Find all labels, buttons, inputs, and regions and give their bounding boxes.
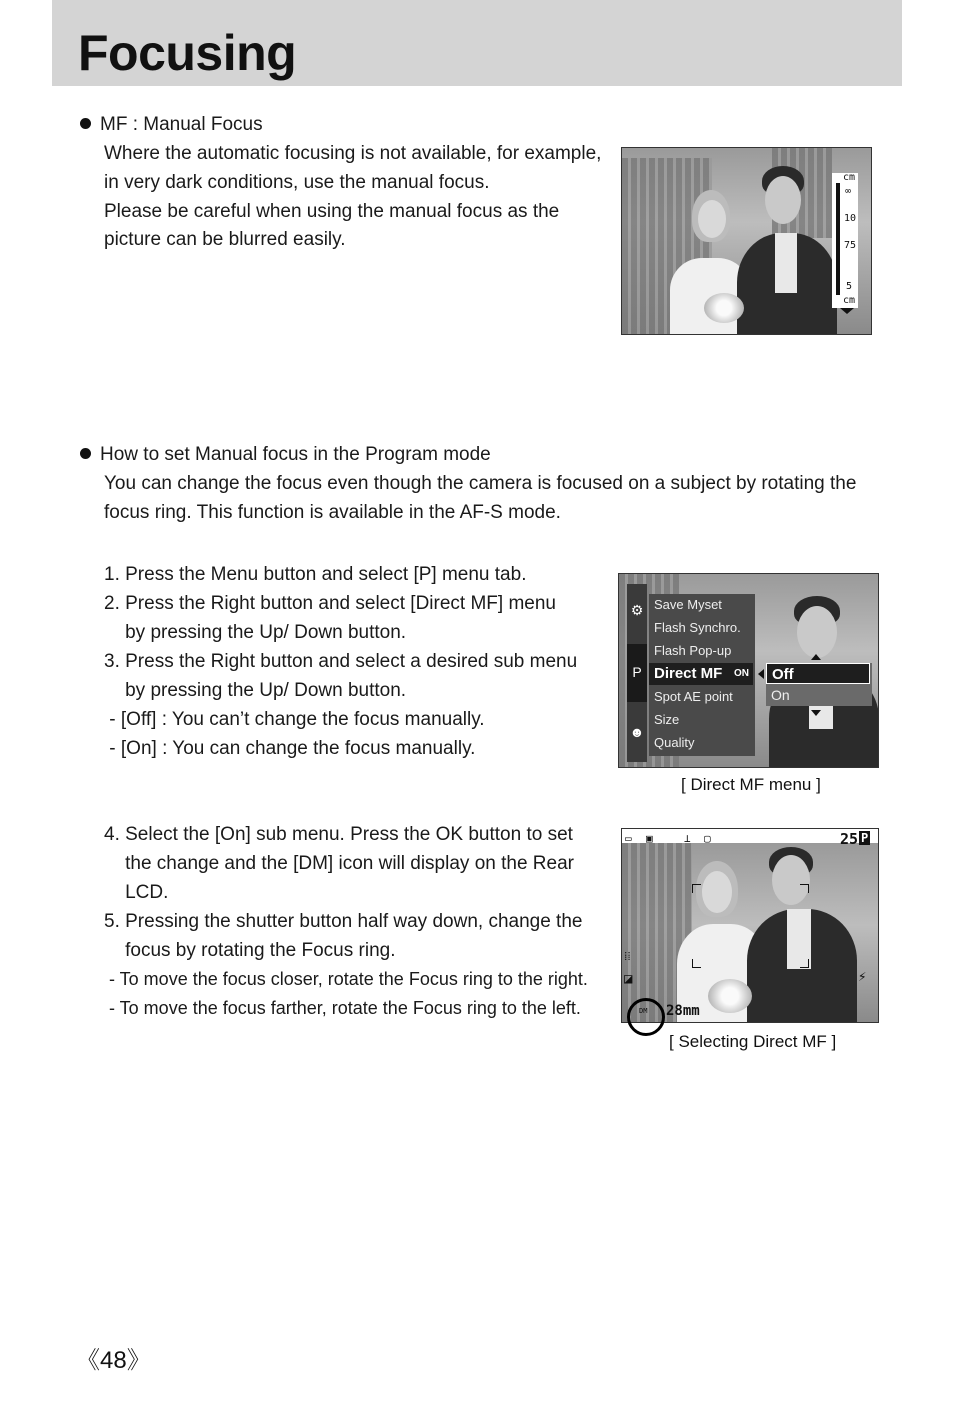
scale-label: 75 — [844, 240, 857, 251]
step-line: 5. Pressing the shutter button half way down, change the — [104, 911, 583, 932]
step-line: LCD. — [104, 882, 169, 903]
mf-line: Please be careful when using the manual focus as the — [104, 201, 560, 222]
af-frame-corner — [692, 884, 701, 893]
step-line: 4. Select the [On] sub menu. Press the OK button to set — [104, 824, 573, 845]
bouquet — [708, 979, 752, 1013]
menu-item-save-myset[interactable]: Save Myset — [654, 597, 722, 612]
dm-icon: DM — [639, 1007, 648, 1015]
scale-label: 5 — [846, 281, 853, 292]
step-line: - [On] : You can change the focus manually. — [104, 738, 476, 759]
lcd-caption: [ Selecting Direct MF ] — [669, 1032, 837, 1051]
menu-item-flash-popup[interactable]: Flash Pop-up — [654, 643, 732, 658]
lcd-selecting-direct-mf — [621, 828, 879, 1023]
af-frame-corner — [692, 959, 701, 968]
shot-count: 25 — [840, 830, 859, 848]
scale-down-arrow-icon — [840, 308, 854, 314]
battery-icon: ▭ — [625, 832, 632, 845]
af-frame-corner — [800, 884, 809, 893]
flash-auto-icon: ⚡ — [858, 969, 867, 985]
submenu-on[interactable]: On — [771, 687, 790, 703]
menu-item-quality[interactable]: Quality — [654, 735, 695, 750]
focus-scale-bar — [836, 183, 840, 295]
focus-distance-scale — [832, 173, 858, 308]
scale-label: cm — [843, 295, 856, 306]
menu-caption: [ Direct MF menu ] — [681, 775, 821, 794]
direct-mf-menu-screen — [618, 573, 879, 768]
step-line: by pressing the Up/ Down button. — [104, 622, 407, 643]
groom-face — [765, 176, 801, 224]
page-title: Focusing — [78, 25, 297, 81]
mf-line: picture can be blurred easily. — [104, 229, 346, 250]
groom-face — [772, 855, 810, 905]
quality-icon: ⁞⁞ — [624, 949, 631, 963]
step-line: 3. Press the Right button and select a desired sub menu — [104, 651, 578, 672]
step-line: 1. Press the Menu button and select [P] menu tab. — [104, 564, 527, 585]
step-line: the change and the [DM] icon will display on the Rear — [104, 853, 574, 874]
down-arrow-icon — [811, 710, 821, 716]
menu-item-spot-ae[interactable]: Spot AE point — [654, 689, 733, 704]
left-arrow-icon — [758, 669, 764, 679]
mf-heading: MF : Manual Focus — [80, 110, 263, 139]
dm-highlight-circle — [627, 998, 665, 1036]
bullet-icon — [80, 448, 91, 459]
scale-label: 10 — [844, 213, 857, 224]
bride-face — [698, 200, 726, 238]
menu-item-size[interactable]: Size — [654, 712, 680, 727]
tab-program[interactable]: P — [627, 644, 647, 702]
menu-item-direct-mf[interactable]: Direct MF ON — [649, 663, 753, 685]
step-line: - [Off] : You can’t change the focus manually. — [104, 709, 485, 730]
mf-line: in very dark conditions, use the manual focus. — [104, 172, 490, 193]
step-line: - To move the focus farther, rotate the Focus ring to the left. — [104, 998, 581, 1018]
manual-focus-photo — [621, 147, 872, 335]
groom-face — [797, 606, 837, 658]
menu-item-flash-synchro[interactable]: Flash Synchro. — [654, 620, 741, 635]
bouquet — [704, 293, 744, 323]
af-frame-corner — [800, 959, 809, 968]
drive-mode-icon: ▣ — [646, 832, 653, 845]
tab-person-icon[interactable]: ☻ — [627, 702, 647, 762]
step-line: by pressing the Up/ Down button. — [104, 680, 407, 701]
card-icon: ▢ — [704, 832, 711, 845]
size-icon: ⊥ — [684, 832, 691, 845]
step-line: focus by rotating the Focus ring. — [104, 940, 396, 961]
submenu-box — [766, 663, 872, 706]
up-arrow-icon — [811, 654, 821, 660]
program-intro: You can change the focus even though the camera is focused on a subject by rotating the — [104, 473, 857, 494]
focal-length: 28mm — [666, 1003, 700, 1019]
mf-line: Where the automatic focusing is not available, for example, — [104, 143, 602, 164]
tab-setup-icon[interactable]: ⚙ — [627, 584, 647, 644]
groom-shirt — [775, 233, 797, 293]
bullet-icon — [80, 118, 91, 129]
step-line: - To move the focus closer, rotate the Focus ring to the right. — [104, 969, 588, 989]
page-number: 《48》 — [76, 1347, 151, 1374]
submenu-off[interactable]: Off — [766, 663, 870, 684]
program-heading: How to set Manual focus in the Program mode — [80, 440, 491, 469]
step-line: 2. Press the Right button and select [Direct MF] menu — [104, 593, 556, 614]
program-mode-badge: P — [861, 831, 869, 845]
scale-label: cm — [843, 172, 856, 183]
program-intro: focus ring. This function is available in the AF-S mode. — [104, 502, 561, 523]
menu-list — [649, 594, 755, 756]
scale-label: ∞ — [845, 186, 852, 197]
bride-face — [702, 871, 732, 913]
metering-icon: ◪ — [624, 971, 633, 987]
direct-mf-value: ON — [734, 668, 749, 679]
